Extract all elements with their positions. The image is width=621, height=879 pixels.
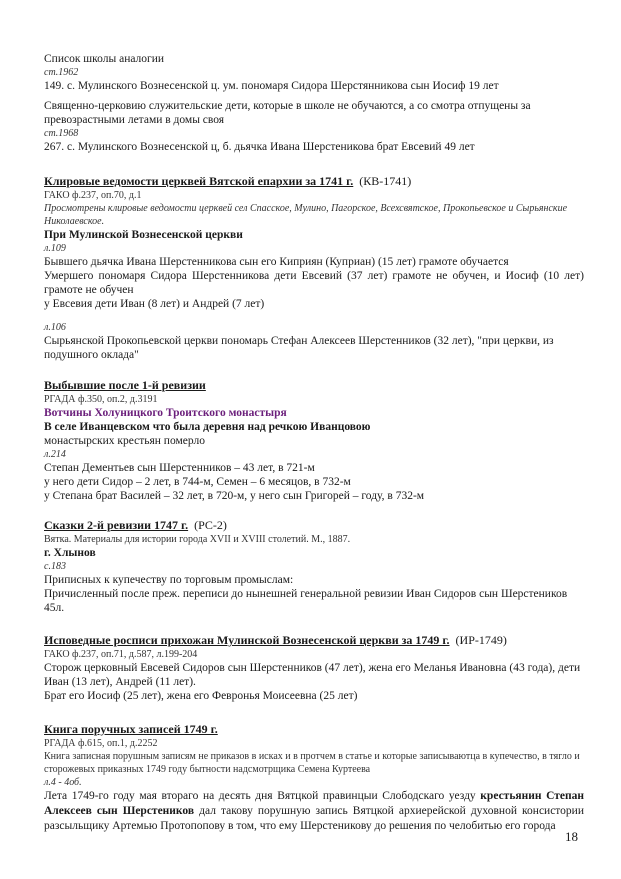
record-line: у него дети Сидор – 2 лет, в 744-м, Семен – 6 месяцов, в 732-м — [44, 476, 351, 488]
ref-l109: л.109 — [44, 243, 66, 254]
record-line: Бывшего дьячка Ивана Шерстенникова сын его Киприян (Куприан) (15 лет) грамоте обучается — [44, 256, 509, 268]
text-part: Лета 1749-го году мая втораго на десять дня Вятцкой правинцыи Слободскаго уезду — [44, 790, 481, 802]
record-line: Причисленный после преж. переписи до нынешней генеральной ревизии Иван Сидоров сын Шерстеников 45л. — [44, 588, 568, 614]
church-heading: При Мулинской Вознесенской церкви — [44, 229, 243, 241]
section-code: (ИР-1749) — [455, 633, 507, 647]
record-line: Степан Дементьев сын Шерстенников – 43 лет, в 721-м — [44, 462, 315, 474]
book-description: Книга записная порушным записям не приказов в исках и в протчем в статье и которые записываютца в купечество, в тягло и сторожевых приказных 1749 году бытности надсмотрщика Семена Куртеева — [44, 751, 580, 775]
section-kp-1749 — [44, 722, 584, 834]
ref-l4: л.4 - 4об. — [44, 777, 82, 788]
ref-st1968: ст.1968 — [44, 128, 79, 139]
section-header — [44, 378, 584, 393]
archive-ref: ГАКО ф.237, оп.70, д.1 — [44, 190, 142, 201]
section-title: Исповедные росписи прихожан Мулинской Вознесенской церкви за 1749 г. — [44, 633, 450, 647]
section-header — [44, 174, 584, 189]
ref-l214: л.214 — [44, 449, 66, 460]
record-line: Приписных к купечеству по торговым промыслам: — [44, 574, 294, 586]
text-part: дал такову порушную запись Вятцкой архиерейской духовной консистории разсыльщику Артемью Протопопову в том, что ему Шерстеникову до решения по челобитью его города — [44, 805, 584, 832]
page-number: 18 — [565, 829, 578, 844]
record-paragraph — [44, 789, 584, 834]
section-revision-1 — [44, 378, 584, 503]
school-note: Священно-церковию служительские дети, которые в школе не обучаются, а со смотра отпущены за превозрастными летами в домы своя — [44, 100, 531, 126]
record-line: у Степана брат Василей – 32 лет, в 720-м, у него сын Григорей – году, в 732-м — [44, 490, 425, 502]
entry-149: 149. с. Мулинского Вознесенской ц. ум. пономаря Сидора Шерстянникова сын Иосиф 19 лет — [44, 80, 499, 92]
city-heading: г. Хлынов — [44, 547, 96, 559]
estate-heading: Вотчины Холуницкого Троитского монастыря — [44, 407, 287, 419]
ref-l106: л.106 — [44, 322, 66, 333]
section-note: Просмотрены клировые ведомости церквей сел Спасское, Мулино, Пагорское, Всехсвятское, Прокопьевское и Сырьянские Николаевское. — [44, 203, 568, 227]
section-title: Выбывшие после 1-й ревизии — [44, 378, 206, 392]
section-header — [44, 633, 584, 648]
archive-ref: РГАДА ф.615, оп.1, д.2252 — [44, 738, 158, 749]
ref-c183: с.183 — [44, 561, 66, 572]
sub-heading: монастырских крестьян померло — [44, 435, 205, 447]
section-code: (КВ-1741) — [359, 174, 412, 188]
record-line: Брат его Иосиф (25 лет), жена его Февронья Моисеевна (25 лет) — [44, 690, 358, 702]
section-title: Сказки 2-й ревизии 1747 г. — [44, 518, 189, 532]
record-line: Сторож церковный Евсевей Сидоров сын Шерстенников (47 лет), жена его Меланья Ивановна (43 года), дети Иван (13 лет), Андрей (11 лет). — [44, 662, 581, 688]
source-ref: Вятка. Материалы для истории города XVII и XVIII столетий. М., 1887. — [44, 534, 351, 545]
entry-267: 267. с. Мулинского Вознесенской ц, б. дьячка Ивана Шерстеникова брат Евсевий 49 лет — [44, 141, 475, 153]
record-line: Умершего пономаря Сидора Шерстенникова дети Евсевий (37 лет) грамоте не обучен, и Иосиф (10 лет) грамоте не обучен — [44, 270, 584, 296]
record-line: у Евсевия дети Иван (8 лет) и Андрей (7 лет) — [44, 298, 265, 310]
section-header — [44, 722, 584, 737]
archive-ref: ГАКО ф.237, оп.71, д.587, л.199-204 — [44, 649, 198, 660]
section-header — [44, 518, 584, 533]
text-bold-name: крестьянин Степан Алексеев сын Шерстеников — [44, 790, 585, 817]
section-rs-2 — [44, 518, 584, 615]
school-list-title: Список школы аналогии — [44, 53, 165, 65]
section-ir-1749 — [44, 633, 584, 703]
section-title: Книга поручных записей 1749 г. — [44, 722, 218, 736]
village-heading: В селе Иванцевском что была деревня над речкою Иванцовою — [44, 421, 371, 433]
section-school-list — [44, 52, 584, 154]
section-kv-1741 — [44, 174, 584, 362]
record-line: Сырьянской Прокопьевской церкви пономарь Стефан Алексеев Шерстенников (32 лет), "при церкви, из подушного оклада" — [44, 335, 554, 361]
section-title: Клировые ведомости церквей Вятской епархии за 1741 г. — [44, 174, 354, 188]
section-code: (РС-2) — [194, 518, 227, 532]
archive-ref: РГАДА ф.350, оп.2, д.3191 — [44, 394, 158, 405]
ref-st1962: ст.1962 — [44, 67, 79, 78]
